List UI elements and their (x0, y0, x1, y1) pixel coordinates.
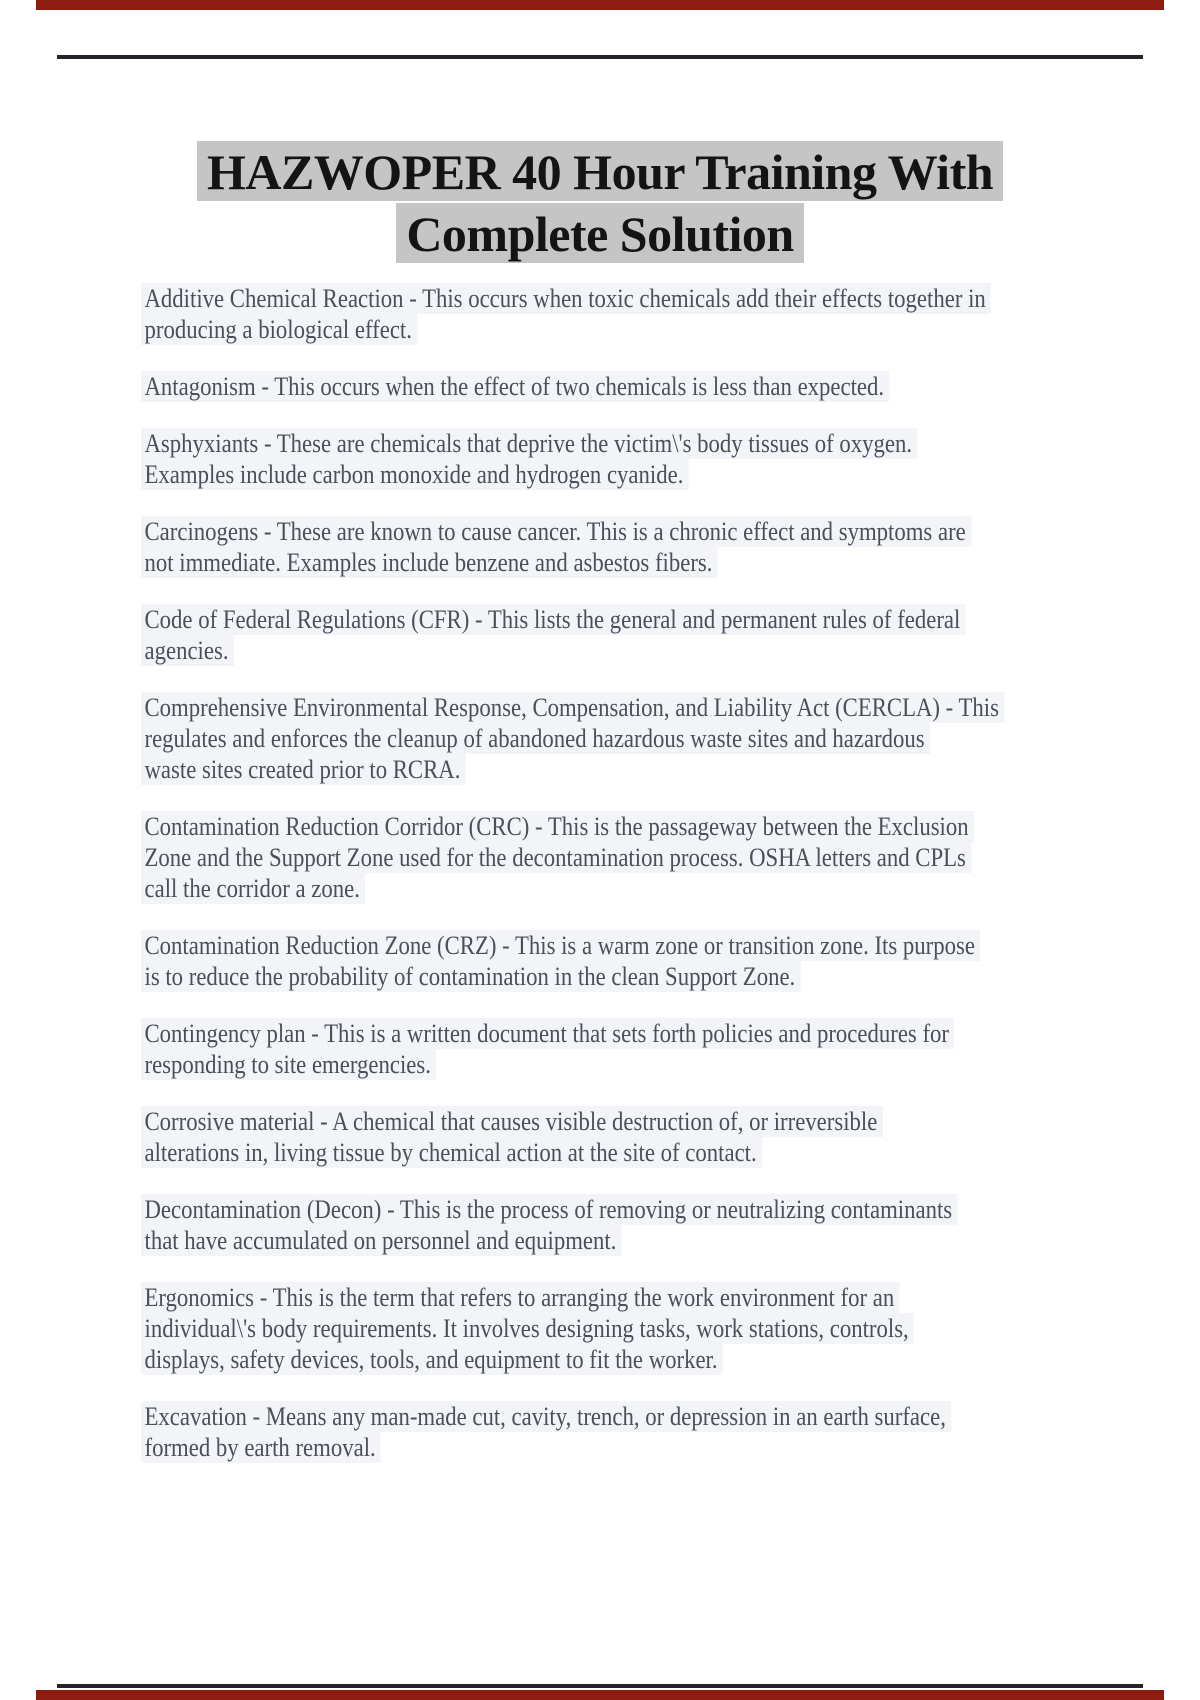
paragraph-line-text: Excavation - Means any man-made cut, cavity, trench, or depression in an earth surface, (141, 1401, 951, 1432)
paragraph (141, 1018, 1131, 1080)
paragraph (141, 371, 1131, 402)
paragraph-line-text: Examples include carbon monoxide and hydrogen cyanide. (141, 459, 689, 490)
paragraph-line-text: is to reduce the probability of contamination in the clean Support Zone. (141, 961, 800, 992)
paragraph-line-text: Carcinogens - These are known to cause cancer. This is a chronic effect and symptoms are (141, 516, 971, 547)
paragraph-line-text: producing a biological effect. (141, 314, 417, 345)
paragraph-line (141, 428, 1131, 459)
paragraph-line-text: Contamination Reduction Zone (CRZ) - This is a warm zone or transition zone. Its purpose (141, 930, 980, 961)
bottom-red-bar (36, 1690, 1164, 1700)
paragraph-line (141, 692, 1131, 723)
paragraph-line (141, 961, 1131, 992)
paragraph-line (141, 1401, 1131, 1432)
paragraph-line-text: displays, safety devices, tools, and equipment to fit the worker. (141, 1344, 723, 1375)
paragraph-line (141, 459, 1131, 490)
paragraph-line-text: Asphyxiants - These are chemicals that deprive the victim\'s body tissues of oxygen. (141, 428, 917, 459)
paragraph (141, 811, 1131, 904)
paragraph-line (141, 604, 1131, 635)
paragraph-line (141, 1194, 1131, 1225)
paragraph-line-text: Decontamination (Decon) - This is the process of removing or neutralizing contaminants (141, 1194, 957, 1225)
page-title (0, 141, 1200, 265)
top-horizontal-rule (57, 55, 1143, 59)
paragraph-line (141, 1225, 1131, 1256)
paragraphs (141, 283, 1131, 1489)
paragraph-line-text: not immediate. Examples include benzene and asbestos fibers. (141, 547, 718, 578)
paragraph-line-text: that have accumulated on personnel and equipment. (141, 1225, 622, 1256)
paragraph-line-text: formed by earth removal. (141, 1432, 381, 1463)
paragraph-line (141, 635, 1131, 666)
paragraph-line-text: agencies. (141, 635, 234, 666)
paragraph-line-text: alterations in, living tissue by chemical action at the site of contact. (141, 1137, 762, 1168)
paragraph-line (141, 283, 1131, 314)
paragraph-line (141, 1344, 1131, 1375)
paragraph-line (141, 1313, 1131, 1344)
bottom-horizontal-rule (57, 1684, 1143, 1688)
paragraph (141, 428, 1131, 490)
paragraph-line-text: waste sites created prior to RCRA. (141, 754, 466, 785)
top-red-bar (36, 0, 1164, 10)
paragraph-line-text: Corrosive material - A chemical that causes visible destruction of, or irreversible (141, 1106, 883, 1137)
paragraph-line (141, 723, 1131, 754)
paragraph-line-text: Ergonomics - This is the term that refers to arranging the work environment for an (141, 1282, 899, 1313)
paragraph-line (141, 873, 1131, 904)
paragraph-line (141, 842, 1131, 873)
paragraph (141, 692, 1131, 785)
paragraph-line (141, 1018, 1131, 1049)
paragraph-line-text: individual\'s body requirements. It involves designing tasks, work stations, controls, (141, 1313, 914, 1344)
paragraph-line (141, 516, 1131, 547)
paragraph-line (141, 314, 1131, 345)
paragraph (141, 516, 1131, 578)
paragraph-line-text: Comprehensive Environmental Response, Compensation, and Liability Act (CERCLA) - This (141, 692, 1004, 723)
paragraph-line-text: Antagonism - This occurs when the effect of two chemicals is less than expected. (141, 371, 889, 402)
paragraph-line-text: regulates and enforces the cleanup of abandoned hazardous waste sites and hazardous (141, 723, 930, 754)
paragraph-line-text: Contingency plan - This is a written document that sets forth policies and procedures for (141, 1018, 954, 1049)
paragraph (141, 1106, 1131, 1168)
paragraph-line-text: Additive Chemical Reaction - This occurs when toxic chemicals add their effects together in (141, 283, 991, 314)
paragraph-line (141, 547, 1131, 578)
paragraph-line-text: Zone and the Support Zone used for the decontamination process. OSHA letters and CPLs (141, 842, 971, 873)
paragraph-line (141, 371, 1131, 402)
paragraph-line-text: Code of Federal Regulations (CFR) - This lists the general and permanent rules of federal (141, 604, 966, 635)
page-title-line: Complete Solution (396, 203, 803, 263)
paragraph-line (141, 1137, 1131, 1168)
paragraph (141, 604, 1131, 666)
paragraph-line-text: Contamination Reduction Corridor (CRC) - This is the passageway between the Exclusion (141, 811, 974, 842)
paragraph-line-text: call the corridor a zone. (141, 873, 365, 904)
paragraph (141, 283, 1131, 345)
paragraph-line (141, 930, 1131, 961)
paragraph-line-text: responding to site emergencies. (141, 1049, 436, 1080)
paragraph-line (141, 1282, 1131, 1313)
paragraph (141, 1282, 1131, 1375)
paragraph-line (141, 754, 1131, 785)
page-title-line: HAZWOPER 40 Hour Training With (197, 141, 1003, 201)
paragraph-line (141, 1049, 1131, 1080)
paragraph (141, 1401, 1131, 1463)
paragraph-line (141, 1106, 1131, 1137)
paragraph (141, 1194, 1131, 1256)
paragraph-line (141, 1432, 1131, 1463)
paragraph (141, 930, 1131, 992)
paragraph-line (141, 811, 1131, 842)
